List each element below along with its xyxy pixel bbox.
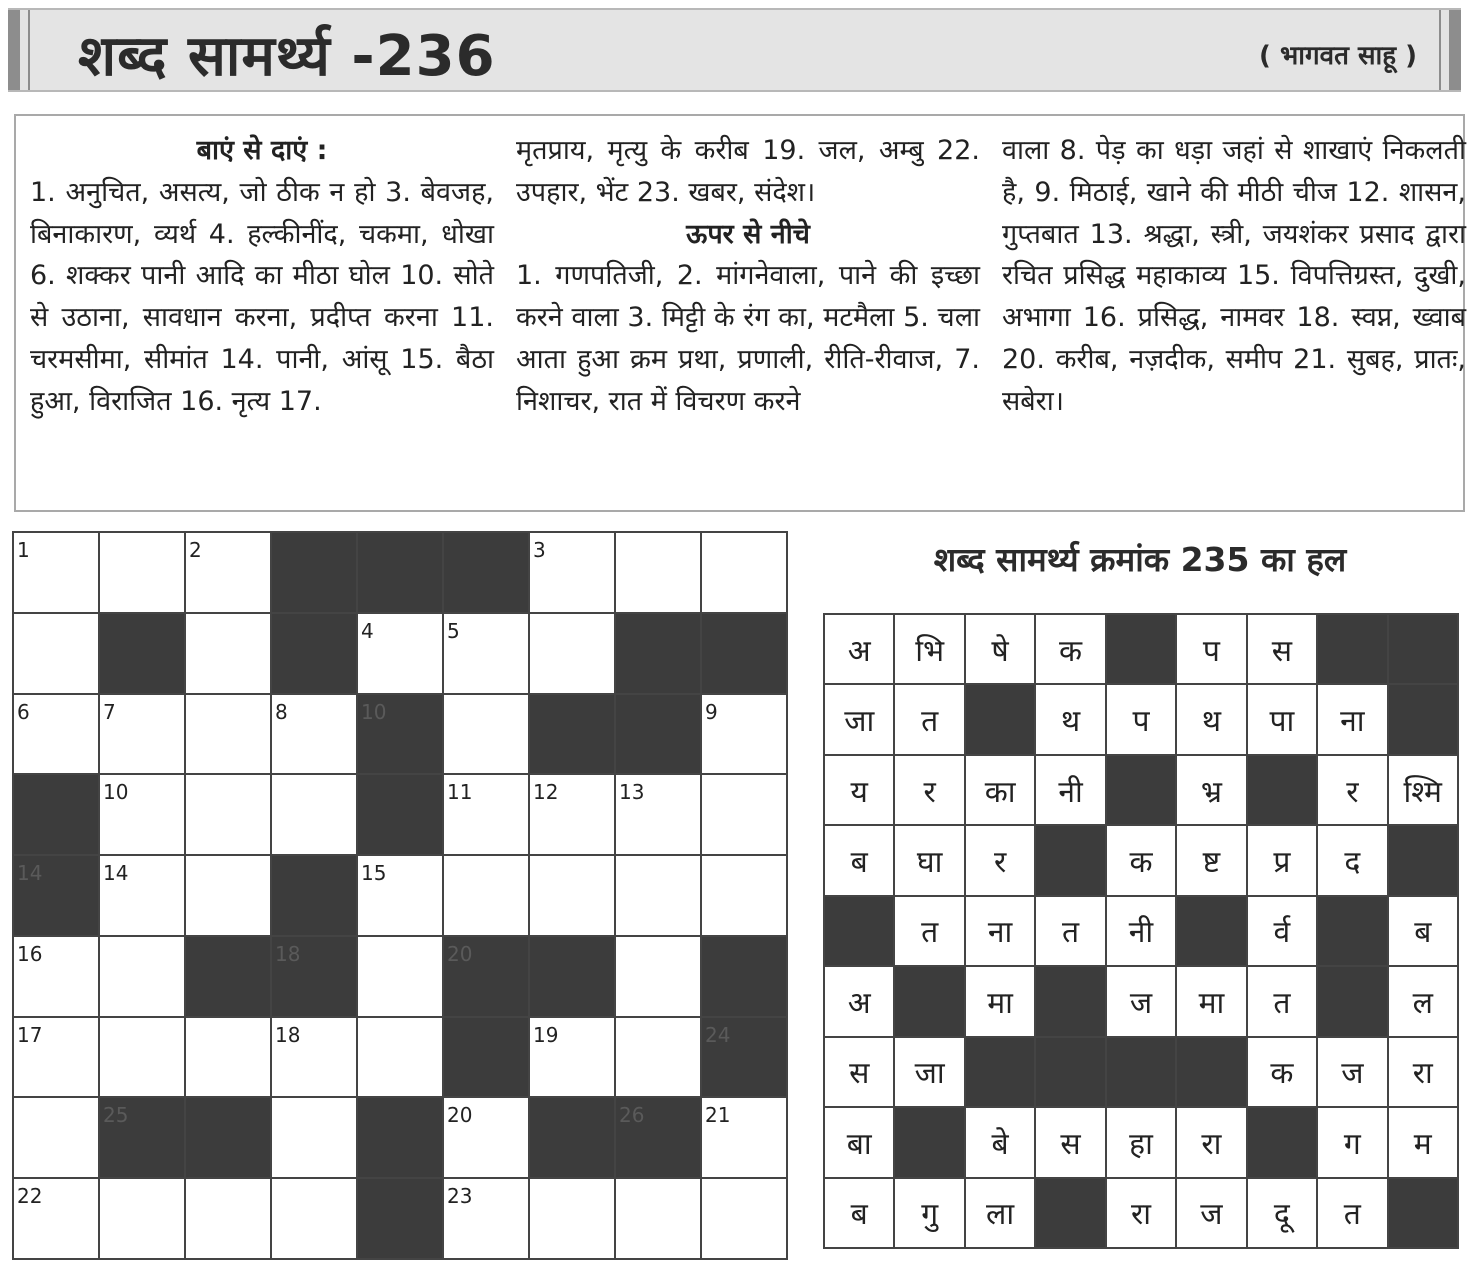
solution-cell: भि [895, 615, 963, 683]
clue-number: 7 [103, 699, 116, 724]
grid-cell[interactable] [186, 614, 270, 693]
solution-cell: घा [895, 826, 963, 894]
solution-cell: त [895, 897, 963, 965]
solution-black-cell [1318, 615, 1386, 683]
clue-number: 14 [17, 861, 43, 886]
solution-cell: अ [825, 967, 893, 1035]
grid-cell[interactable] [186, 1179, 270, 1258]
grid-cell[interactable] [14, 937, 98, 1016]
grid-cell[interactable] [358, 614, 442, 693]
grid-cell[interactable] [100, 533, 184, 612]
grid-cell[interactable] [100, 937, 184, 1016]
solution-cell: र [1318, 756, 1386, 824]
clue-number: 21 [705, 1103, 731, 1128]
grid-cell[interactable] [186, 533, 270, 612]
grid-cell[interactable] [14, 1179, 98, 1258]
solution-cell: य [825, 756, 893, 824]
clue-number: 16 [17, 941, 43, 966]
solution-cell: श्मि [1389, 756, 1457, 824]
solution-black-cell [1389, 615, 1457, 683]
black-cell [702, 1018, 786, 1097]
solution-cell: ब [825, 1179, 893, 1247]
header-left-rule [28, 10, 30, 90]
solution-black-cell [1107, 756, 1175, 824]
solution-black-cell [1389, 685, 1457, 753]
grid-cell[interactable] [616, 533, 700, 612]
solution-black-cell [895, 967, 963, 1035]
solution-title: शब्द सामर्थ्य क्रमांक 235 का हल [933, 540, 1347, 579]
grid-cell[interactable] [702, 1179, 786, 1258]
solution-cell: नी [1036, 756, 1104, 824]
solution-cell: बा [825, 1108, 893, 1176]
solution-cell: भ्र [1177, 756, 1245, 824]
black-cell [530, 695, 614, 774]
grid-cell[interactable] [100, 775, 184, 854]
black-cell [358, 775, 442, 854]
solution-cell: पा [1248, 685, 1316, 753]
solution-black-cell [1248, 1108, 1316, 1176]
clue-number: 24 [705, 1022, 731, 1047]
grid-cell[interactable] [358, 937, 442, 1016]
grid-cell[interactable] [616, 775, 700, 854]
solution-cell: मा [1177, 967, 1245, 1035]
solution-cell: षे [966, 615, 1034, 683]
solution-black-cell [1036, 826, 1104, 894]
black-cell [702, 614, 786, 693]
solution-black-cell [1036, 1038, 1104, 1106]
grid-cell[interactable] [702, 856, 786, 935]
black-cell [186, 1098, 270, 1177]
header-left-bar [8, 10, 20, 90]
solution-cell: ना [966, 897, 1034, 965]
clue-number: 20 [447, 941, 473, 966]
solution-cell: र [895, 756, 963, 824]
clue-number: 20 [447, 1103, 473, 1128]
solution-cell: रा [1177, 1108, 1245, 1176]
solution-cell: प [1107, 685, 1175, 753]
clue-number: 23 [447, 1184, 473, 1209]
clue-number: 3 [533, 538, 546, 562]
grid-cell[interactable] [444, 775, 528, 854]
grid-cell[interactable] [14, 695, 98, 774]
clues-column-1 [30, 130, 494, 423]
grid-cell[interactable] [530, 533, 614, 612]
solution-cell: स [825, 1038, 893, 1106]
grid-cell[interactable] [272, 695, 356, 774]
clue-number: 14 [103, 861, 129, 886]
grid-cell[interactable] [444, 856, 528, 935]
clue-number: 8 [275, 699, 288, 724]
grid-cell[interactable] [100, 1018, 184, 1097]
solution-cell: त [1248, 967, 1316, 1035]
grid-cell[interactable] [14, 1098, 98, 1177]
grid-cell[interactable] [100, 695, 184, 774]
solution-cell: बे [966, 1108, 1034, 1176]
solution-cell: प [1177, 615, 1245, 683]
solution-cell: म [1389, 1108, 1457, 1176]
grid-cell[interactable] [702, 533, 786, 612]
grid-cell[interactable] [530, 775, 614, 854]
solution-black-cell [895, 1108, 963, 1176]
solution-cell: ग [1318, 1108, 1386, 1176]
header-right-rule [1439, 10, 1441, 90]
clue-number: 13 [619, 780, 645, 805]
solution-black-cell [1248, 756, 1316, 824]
grid-cell[interactable] [358, 1018, 442, 1097]
solution-cell: र [966, 826, 1034, 894]
solution-cell: ल [1389, 967, 1457, 1035]
solution-cell: नी [1107, 897, 1175, 965]
solution-black-cell [1107, 615, 1175, 683]
across-clues-continued: मृतप्राय, मृत्यु के करीब 19. जल, अम्बु 22. उपहार, भेंट 23. खबर, संदेश। [516, 135, 980, 208]
black-cell [444, 937, 528, 1016]
solution-cell: ष्ट [1177, 826, 1245, 894]
solution-black-cell [1389, 1179, 1457, 1247]
solution-cell: हा [1107, 1108, 1175, 1176]
grid-cell[interactable] [616, 1179, 700, 1258]
grid-cell[interactable] [530, 614, 614, 693]
clue-number: 10 [361, 699, 387, 724]
clue-number: 10 [103, 780, 129, 805]
black-cell [616, 695, 700, 774]
solution-cell: ला [966, 1179, 1034, 1247]
down-clues-continued: वाला 8. पेड़ का धड़ा जहां से शाखाएं निकलती है, 9. मिठाई, खाने की मीठी चीज 12. शासन, गुप्तबात 13. श्रद्धा, स्त्री, जयशंकर प्रसाद द्वारा रचित प्रसिद्ध महाकाव्य 15. विपत्तिग्रस्त, दुखी, अभागा 16. प्रसिद्ध, नामवर 18. स्वप्न, ख्वाब 20. करीब, नज़दीक, समीप 21. सुबह, प्रातः, सबेरा। [1002, 135, 1466, 417]
grid-cell[interactable] [702, 1098, 786, 1177]
black-cell [272, 533, 356, 612]
solution-black-cell [1318, 967, 1386, 1035]
solution-black-cell [1107, 1038, 1175, 1106]
solution-cell: जा [825, 685, 893, 753]
solution-cell: क [1248, 1038, 1316, 1106]
solution-black-cell [1177, 897, 1245, 965]
grid-cell[interactable] [272, 1018, 356, 1097]
clue-number: 18 [275, 941, 301, 966]
grid-cell[interactable] [616, 937, 700, 1016]
clue-number: 5 [447, 618, 460, 643]
black-cell [702, 937, 786, 1016]
black-cell [358, 1179, 442, 1258]
header-right-bar [1449, 10, 1461, 90]
clue-number: 9 [705, 699, 718, 724]
black-cell [530, 937, 614, 1016]
solution-cell: क [1107, 826, 1175, 894]
black-cell [616, 614, 700, 693]
grid-cell[interactable] [358, 856, 442, 935]
grid-cell[interactable] [272, 1179, 356, 1258]
solution-cell: त [1318, 1179, 1386, 1247]
grid-cell[interactable] [444, 614, 528, 693]
clue-number: 4 [361, 618, 374, 643]
solution-cell: स [1248, 615, 1316, 683]
black-cell [616, 1098, 700, 1177]
solution-cell: ना [1318, 685, 1386, 753]
black-cell [272, 614, 356, 693]
black-cell [272, 937, 356, 1016]
solution-black-cell [1389, 826, 1457, 894]
clue-number: 19 [533, 1022, 559, 1047]
solution-cell: स [1036, 1108, 1104, 1176]
solution-cell: मा [966, 967, 1034, 1035]
solution-cell: ब [825, 826, 893, 894]
solution-black-cell [966, 685, 1034, 753]
grid-cell[interactable] [444, 695, 528, 774]
solution-cell: त [1036, 897, 1104, 965]
crossword-grid [12, 531, 788, 1260]
solution-black-cell [1177, 1038, 1245, 1106]
black-cell [358, 695, 442, 774]
solution-cell: क [1036, 615, 1104, 683]
clue-number: 17 [17, 1022, 43, 1047]
solution-cell: ज [1107, 967, 1175, 1035]
solution-black-cell [966, 1038, 1034, 1106]
grid-cell[interactable] [14, 614, 98, 693]
black-cell [14, 775, 98, 854]
clue-number: 15 [361, 861, 387, 886]
solution-cell: र्व [1248, 897, 1316, 965]
grid-cell[interactable] [186, 1018, 270, 1097]
solution-cell: थ [1036, 685, 1104, 753]
black-cell [530, 1098, 614, 1177]
grid-cell[interactable] [100, 856, 184, 935]
clues-column-3 [1002, 130, 1466, 423]
grid-cell[interactable] [616, 1018, 700, 1097]
black-cell [444, 533, 528, 612]
clue-number: 18 [275, 1022, 301, 1047]
solution-black-cell [1036, 1179, 1104, 1247]
clue-number: 11 [447, 780, 473, 805]
solution-cell: ज [1318, 1038, 1386, 1106]
grid-cell[interactable] [444, 1098, 528, 1177]
clue-number: 26 [619, 1103, 645, 1128]
solution-black-cell [1036, 967, 1104, 1035]
clue-number: 6 [17, 699, 30, 724]
grid-cell[interactable] [100, 1179, 184, 1258]
solution-cell: ब [1389, 897, 1457, 965]
grid-cell[interactable] [530, 856, 614, 935]
clues-column-2 [516, 130, 980, 423]
across-clues-text: 1. अनुचित, असत्य, जो ठीक न हो 3. बेवजह, बिनाकारण, व्यर्थ 4. हल्कीनींद, चकमा, धोखा 6. शक्कर पानी आदि का मीठा घोल 10. सोते से उठाना, सावधान करना, प्रदीप्त करना 11. चरमसीमा, सीमांत 14. पानी, आंसू 15. बैठा हुआ, विराजित 16. नृत्य 17. [30, 176, 494, 417]
across-heading: बाएं से दाएं : [196, 135, 328, 166]
solution-cell: दू [1248, 1179, 1316, 1247]
black-cell [358, 1098, 442, 1177]
solution-cell: रा [1389, 1038, 1457, 1106]
solution-cell: रा [1107, 1179, 1175, 1247]
down-heading: ऊपर से नीचे [686, 218, 810, 250]
black-cell [100, 614, 184, 693]
author-credit: ( भागवत साहू ) [1259, 41, 1417, 71]
grid-cell[interactable] [272, 775, 356, 854]
black-cell [272, 856, 356, 935]
solution-black-cell [825, 897, 893, 965]
grid-cell[interactable] [14, 533, 98, 612]
grid-cell[interactable] [14, 1018, 98, 1097]
clue-number: 22 [17, 1184, 43, 1209]
black-cell [14, 856, 98, 935]
solution-cell: का [966, 756, 1034, 824]
black-cell [100, 1098, 184, 1177]
grid-cell[interactable] [616, 856, 700, 935]
black-cell [444, 1018, 528, 1097]
clue-number: 25 [103, 1103, 129, 1128]
grid-cell[interactable] [702, 695, 786, 774]
solution-cell: जा [895, 1038, 963, 1106]
black-cell [186, 937, 270, 1016]
puzzle-title: शब्द सामर्थ्य -236 [78, 24, 496, 89]
down-clues-text: 1. गणपतिजी, 2. मांगनेवाला, पाने की इच्छा करने वाला 3. मिट्टी के रंग का, मटमैला 5. चला आता हुआ क्रम प्रथा, प्रणाली, रीति-रीवाज, 7. निशाचर, रात में विचरण करने [516, 260, 980, 417]
solution-cell: द [1318, 826, 1386, 894]
grid-cell[interactable] [444, 1179, 528, 1258]
grid-cell[interactable] [186, 775, 270, 854]
grid-cell[interactable] [186, 856, 270, 935]
clue-number: 1 [17, 538, 30, 562]
clue-number: 2 [189, 538, 202, 562]
clue-number: 12 [533, 780, 559, 805]
solution-cell: थ [1177, 685, 1245, 753]
grid-cell[interactable] [272, 1098, 356, 1177]
solution-cell: ज [1177, 1179, 1245, 1247]
solution-cell: त [895, 685, 963, 753]
solution-cell: प्र [1248, 826, 1316, 894]
solution-grid [823, 613, 1459, 1249]
grid-cell[interactable] [186, 695, 270, 774]
black-cell [358, 533, 442, 612]
solution-cell: गु [895, 1179, 963, 1247]
solution-black-cell [1318, 897, 1386, 965]
clues-panel [14, 114, 1465, 512]
header-banner [8, 8, 1461, 92]
grid-cell[interactable] [702, 775, 786, 854]
grid-cell[interactable] [530, 1179, 614, 1258]
solution-cell: अ [825, 615, 893, 683]
grid-cell[interactable] [530, 1018, 614, 1097]
